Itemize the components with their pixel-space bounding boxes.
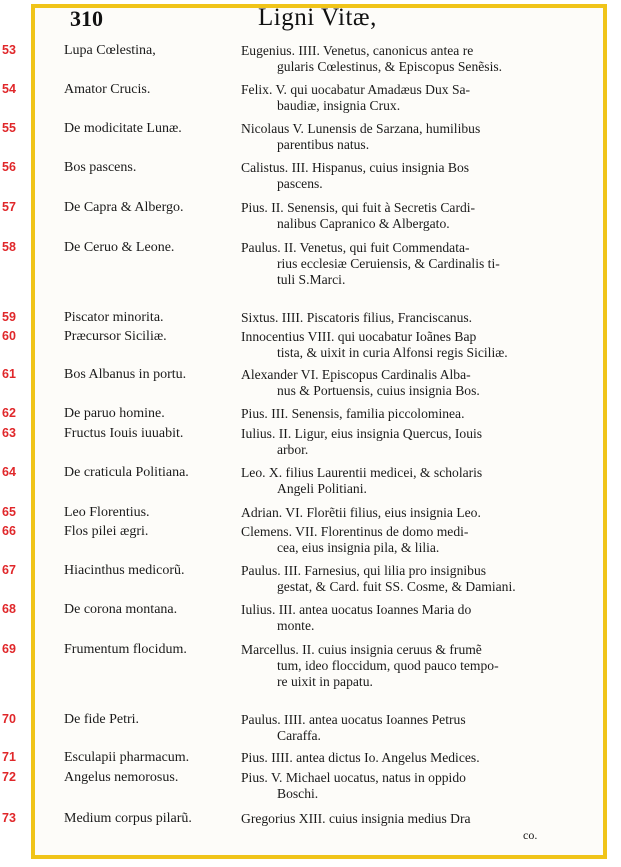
entry-pope [241,310,571,326]
entry-pope [241,642,571,690]
entry-motto: De paruo homine. [64,406,165,421]
entry-pope-line: cea, eius insignia pila, & lilia. [277,540,440,555]
entry-motto: Piscator minorita. [64,310,164,325]
entry-pope [241,750,571,766]
entry-pope-line: Gregorius XIII. cuius insignia medius Dra [241,811,471,826]
entry-motto: Bos Albanus in portu. [64,367,187,382]
entry-pope-line: Paulus. IIII. antea uocatus Ioannes Petrus [241,712,466,727]
entry-pope [241,160,571,192]
entry-number: 66 [2,524,16,538]
entry-pope [241,465,571,497]
entry-pope [241,524,571,556]
entry-pope [241,406,571,422]
entry-pope-line: nus & Portuensis, cuius insignia Bos. [277,383,480,398]
entry-pope [241,329,571,361]
entry-pope-line: Alexander VI. Episcopus Cardinalis Alba- [241,367,471,382]
entry-motto: Bos pascens. [64,160,137,175]
entry-number: 57 [2,200,16,214]
entry-pope-line: rius ecclesiæ Ceruiensis, & Cardinalis ti- [277,256,500,271]
entry-number: 61 [2,367,16,381]
entry-pope-line: Eugenius. IIII. Venetus, canonicus antea re [241,43,474,58]
entry-pope-line: Clemens. VII. Florentinus de domo medi- [241,524,469,539]
entry-number: 67 [2,563,16,577]
entry-motto: De corona montana. [64,602,178,617]
entry-pope-line: Paulus. II. Venetus, qui fuit Commendata- [241,240,470,255]
entry-motto: Medium corpus pilarũ. [64,811,192,826]
entry-pope-line: Pius. III. Senensis, familia piccolominea. [241,406,465,421]
entry-motto: Leo Florentius. [64,505,150,520]
entry-number: 72 [2,770,16,784]
entry-pope-line: Pius. V. Michael uocatus, natus in oppido [241,770,466,785]
entry-number: 55 [2,121,16,135]
entry-motto: De modicitate Lunæ. [64,121,182,136]
entry-number: 71 [2,750,16,764]
entry-motto: Lupa Cœlestina, [64,43,156,58]
entry-pope-line: baudiæ, insignia Crux. [277,98,401,113]
entry-pope [241,811,571,843]
entry-pope-line: Pius. II. Senensis, qui fuit à Secretis Cardi- [241,200,476,215]
entry-pope-line: tum, ideo floccidum, quod pauco tempo- [277,658,499,673]
entry-pope-line: Sixtus. IIII. Piscatoris filius, Franciscanus. [241,310,473,325]
entry-pope [241,367,571,399]
entry-pope [241,505,571,521]
entry-motto: De Capra & Albergo. [64,200,184,215]
page-number: 310 [70,6,103,31]
entry-pope-line: re uixit in papatu. [277,674,373,689]
entry-pope-line: gestat, & Card. fuit SS. Cosme, & Damiani. [277,579,516,594]
entry-number: 63 [2,426,16,440]
entry-pope-line: Calistus. III. Hispanus, cuius insignia Bos [241,160,470,175]
entry-pope-line: Caraffa. [277,728,321,743]
entry-pope-line: Pius. IIII. antea dictus Io. Angelus Medices. [241,750,480,765]
entry-pope-line: Paulus. III. Farnesius, qui lilia pro insignibus [241,563,487,578]
entry-motto: Hiacinthus medicorũ. [64,563,185,578]
entry-pope [241,43,571,75]
entry-pope [241,426,571,458]
entry-pope-line: Leo. X. filius Laurentii medicei, & scholaris [241,465,483,480]
entry-pope-line: arbor. [277,442,309,457]
entry-pope-line: co. [523,828,538,842]
entry-pope-line: Marcellus. II. cuius insignia ceruus & frumẽ [241,642,482,657]
entry-pope-line: Iulius. II. Ligur, eius insignia Quercus, Iouis [241,426,483,441]
running-title: Ligni Vitæ, [258,4,377,31]
entry-pope-line: gularis Cœlestinus, & Episcopus Senẽsis. [277,59,503,74]
entry-motto: Angelus nemorosus. [64,770,179,785]
entry-pope-line: Innocentius VIII. qui uocabatur Ioãnes Bap [241,329,477,344]
entry-pope [241,770,571,802]
entry-pope-line: monte. [277,618,315,633]
entry-number: 64 [2,465,16,479]
entry-motto: Flos pilei ægri. [64,524,149,539]
entry-pope-line: tista, & uixit in curia Alfonsi regis Siciliæ. [277,345,508,360]
entry-motto: Esculapii pharmacum. [64,750,190,765]
entry-pope-line: Angeli Politiani. [277,481,367,496]
entry-pope-line: tuli S.Marci. [277,272,346,287]
entry-number: 59 [2,310,16,324]
entry-motto: Præcursor Siciliæ. [64,329,167,344]
entry-pope [241,82,571,114]
entry-number: 60 [2,329,16,343]
entry-number: 58 [2,240,16,254]
entry-pope [241,121,571,153]
entry-number: 53 [2,43,16,57]
entry-pope [241,200,571,232]
page-header [40,6,580,34]
entry-pope [241,712,571,744]
entry-motto: Frumentum flocidum. [64,642,187,657]
entry-pope-line: Felix. V. qui uocabatur Amadæus Dux Sa- [241,82,471,97]
entry-pope-line: pascens. [277,176,323,191]
entry-pope [241,563,571,595]
entry-number: 56 [2,160,16,174]
entry-number: 70 [2,712,16,726]
entry-pope-line: nalibus Capranico & Albergato. [277,216,450,231]
entry-pope-line: Adrian. VI. Florẽtii filius, eius insignia Leo. [241,505,481,520]
entry-motto: Fructus Iouis iuuabit. [64,426,184,441]
entry-number: 68 [2,602,16,616]
entry-motto: De craticula Politiana. [64,465,189,480]
entry-pope-line: Boschi. [277,786,319,801]
entry-pope-line: Nicolaus V. Lunensis de Sarzana, humilibus [241,121,481,136]
entry-motto: De fide Petri. [64,712,140,727]
entry-number: 69 [2,642,16,656]
entry-pope-line: parentibus natus. [277,137,370,152]
entry-pope [241,602,571,634]
entry-number: 62 [2,406,16,420]
entry-number: 73 [2,811,16,825]
entry-number: 54 [2,82,16,96]
entry-motto: Amator Crucis. [64,82,151,97]
entry-number: 65 [2,505,16,519]
entry-motto: De Ceruo & Leone. [64,240,175,255]
entry-pope-line: Iulius. III. antea uocatus Ioannes Maria do [241,602,472,617]
entry-pope [241,240,571,288]
